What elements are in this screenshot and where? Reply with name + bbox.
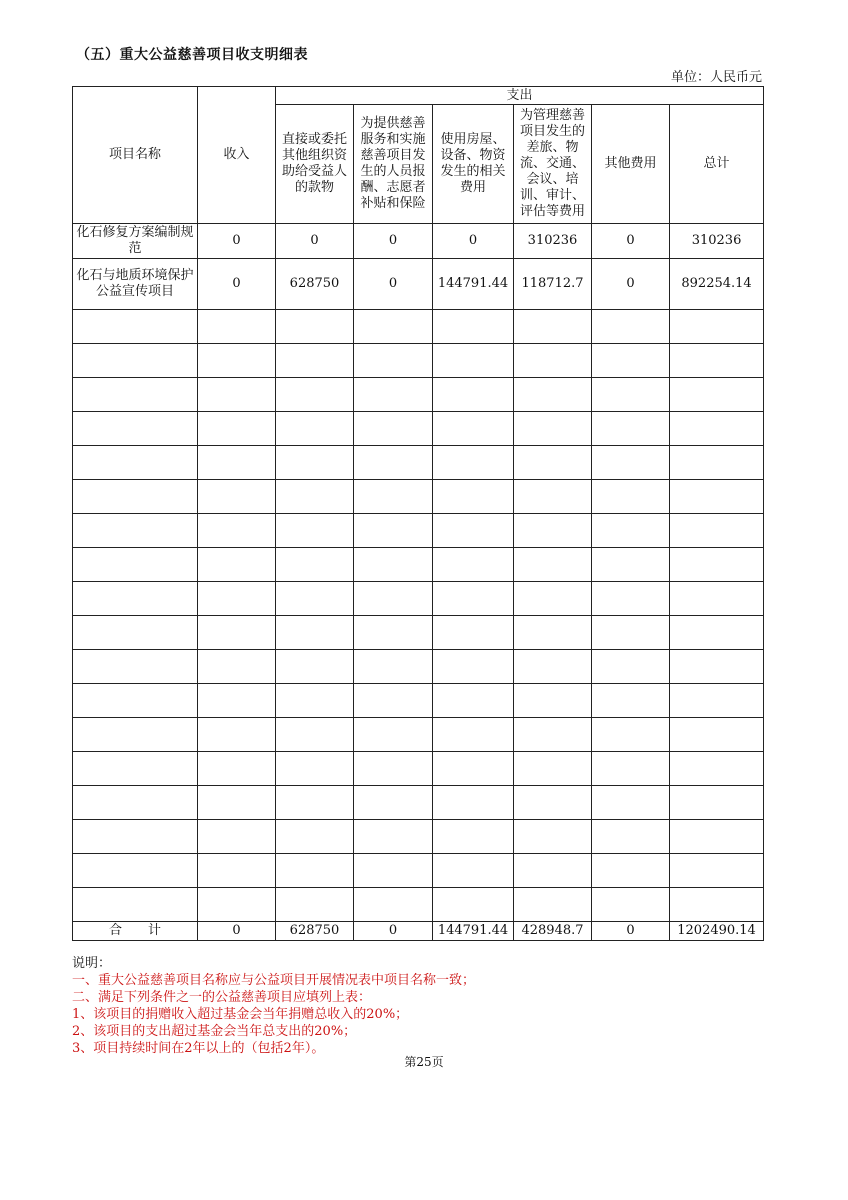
table-title: （五）重大公益慈善项目收支明细表 — [76, 47, 308, 63]
empty-cell — [354, 616, 433, 650]
empty-cell — [73, 412, 198, 446]
cell-property-costs: 144791.44 — [433, 259, 514, 310]
empty-row — [73, 684, 764, 718]
empty-cell — [433, 378, 514, 412]
empty-cell — [670, 310, 764, 344]
notes-label: 说明： — [72, 956, 112, 971]
header-service-costs: 为提供慈善服务和实施慈善项目发生的人员报酬、志愿者补贴和保险 — [354, 105, 433, 224]
empty-cell — [73, 514, 198, 548]
empty-cell — [276, 888, 354, 922]
empty-cell — [433, 616, 514, 650]
empty-cell — [514, 344, 592, 378]
empty-cell — [592, 616, 670, 650]
empty-cell — [354, 344, 433, 378]
note-line: 3、项目持续时间在2年以上的（包括2年）。 — [72, 1041, 325, 1056]
empty-cell — [670, 820, 764, 854]
empty-cell — [354, 820, 433, 854]
empty-row — [73, 310, 764, 344]
empty-cell — [198, 854, 276, 888]
empty-cell — [514, 684, 592, 718]
empty-cell — [73, 616, 198, 650]
header-management-costs: 为管理慈善项目发生的差旅、物流、交通、会议、培训、审计、评估等费用 — [514, 105, 592, 224]
empty-cell — [592, 480, 670, 514]
empty-cell — [198, 412, 276, 446]
cell-direct-aid: 0 — [276, 224, 354, 259]
header-income: 收入 — [198, 87, 276, 224]
empty-row — [73, 752, 764, 786]
empty-cell — [73, 718, 198, 752]
cell-management-costs: 310236 — [514, 224, 592, 259]
charity-project-table — [72, 86, 764, 941]
empty-cell — [670, 514, 764, 548]
empty-cell — [73, 684, 198, 718]
empty-cell — [433, 582, 514, 616]
empty-cell — [354, 378, 433, 412]
empty-cell — [276, 412, 354, 446]
empty-cell — [73, 378, 198, 412]
empty-cell — [433, 446, 514, 480]
empty-cell — [73, 820, 198, 854]
empty-cell — [514, 820, 592, 854]
empty-cell — [592, 446, 670, 480]
empty-cell — [276, 378, 354, 412]
note-line: 2、该项目的支出超过基金会当年总支出的20%； — [72, 1024, 357, 1039]
empty-cell — [198, 684, 276, 718]
cell-management-costs: 118712.7 — [514, 259, 592, 310]
empty-cell — [198, 786, 276, 820]
empty-cell — [670, 480, 764, 514]
empty-row — [73, 548, 764, 582]
empty-cell — [592, 650, 670, 684]
empty-cell — [73, 480, 198, 514]
empty-cell — [670, 650, 764, 684]
empty-cell — [670, 344, 764, 378]
header-direct-aid: 直接或委托其他组织资助给受益人的款物 — [276, 105, 354, 224]
empty-cell — [276, 820, 354, 854]
empty-cell — [592, 548, 670, 582]
empty-cell — [592, 344, 670, 378]
empty-row — [73, 344, 764, 378]
empty-cell — [670, 582, 764, 616]
total-direct-aid: 628750 — [276, 922, 354, 941]
empty-cell — [514, 480, 592, 514]
cell-income: 0 — [198, 224, 276, 259]
empty-cell — [433, 514, 514, 548]
empty-cell — [592, 718, 670, 752]
empty-cell — [73, 888, 198, 922]
empty-cell — [514, 310, 592, 344]
total-management-costs: 428948.7 — [514, 922, 592, 941]
empty-cell — [514, 616, 592, 650]
empty-cell — [198, 820, 276, 854]
empty-cell — [354, 854, 433, 888]
header-other-costs: 其他费用 — [592, 105, 670, 224]
empty-cell — [276, 548, 354, 582]
empty-cell — [73, 344, 198, 378]
empty-cell — [354, 786, 433, 820]
total-grand-total: 1202490.14 — [670, 922, 764, 941]
empty-cell — [592, 786, 670, 820]
empty-cell — [514, 718, 592, 752]
empty-cell — [354, 650, 433, 684]
cell-project-name: 化石修复方案编制规范 — [73, 224, 198, 259]
notes-section — [72, 955, 475, 1057]
empty-row — [73, 786, 764, 820]
empty-row — [73, 854, 764, 888]
empty-cell — [73, 310, 198, 344]
empty-cell — [198, 514, 276, 548]
table-row — [73, 224, 764, 259]
empty-row — [73, 820, 764, 854]
empty-cell — [354, 412, 433, 446]
total-service-costs: 0 — [354, 922, 433, 941]
header-property-costs: 使用房屋、设备、物资发生的相关费用 — [433, 105, 514, 224]
empty-cell — [433, 820, 514, 854]
empty-cell — [592, 514, 670, 548]
empty-cell — [73, 752, 198, 786]
empty-cell — [592, 888, 670, 922]
empty-cell — [592, 582, 670, 616]
empty-cell — [433, 650, 514, 684]
empty-cell — [592, 820, 670, 854]
empty-cell — [592, 854, 670, 888]
empty-cell — [276, 684, 354, 718]
note-line: 二、满足下列条件之一的公益慈善项目应填列上表： — [72, 990, 372, 1005]
empty-cell — [514, 888, 592, 922]
header-project-name: 项目名称 — [73, 87, 198, 224]
note-line: 1、该项目的捐赠收入超过基金会当年捐赠总收入的20%； — [72, 1007, 409, 1022]
empty-cell — [276, 616, 354, 650]
empty-cell — [198, 548, 276, 582]
empty-cell — [73, 446, 198, 480]
cell-other-costs: 0 — [592, 259, 670, 310]
empty-cell — [433, 786, 514, 820]
empty-cell — [433, 718, 514, 752]
cell-direct-aid: 628750 — [276, 259, 354, 310]
header-total: 总计 — [670, 105, 764, 224]
empty-cell — [514, 582, 592, 616]
empty-cell — [276, 582, 354, 616]
empty-cell — [354, 718, 433, 752]
empty-cell — [670, 718, 764, 752]
empty-cell — [198, 446, 276, 480]
empty-cell — [592, 412, 670, 446]
empty-cell — [354, 582, 433, 616]
currency-unit: 单位：人民币元 — [670, 70, 762, 85]
empty-cell — [276, 718, 354, 752]
empty-cell — [198, 582, 276, 616]
empty-cell — [354, 888, 433, 922]
cell-property-costs: 0 — [433, 224, 514, 259]
empty-row — [73, 412, 764, 446]
empty-cell — [276, 310, 354, 344]
total-property-costs: 144791.44 — [433, 922, 514, 941]
total-other-costs: 0 — [592, 922, 670, 941]
cell-service-costs: 0 — [354, 224, 433, 259]
empty-cell — [433, 888, 514, 922]
empty-cell — [670, 548, 764, 582]
empty-cell — [514, 446, 592, 480]
table-row — [73, 259, 764, 310]
empty-row — [73, 480, 764, 514]
empty-cell — [73, 854, 198, 888]
empty-cell — [670, 854, 764, 888]
empty-cell — [670, 786, 764, 820]
empty-cell — [514, 378, 592, 412]
empty-cell — [514, 752, 592, 786]
empty-cell — [276, 786, 354, 820]
empty-cell — [592, 752, 670, 786]
empty-cell — [670, 888, 764, 922]
empty-cell — [670, 378, 764, 412]
empty-cell — [354, 684, 433, 718]
empty-cell — [276, 854, 354, 888]
empty-cell — [73, 582, 198, 616]
empty-cell — [433, 854, 514, 888]
empty-cell — [433, 480, 514, 514]
empty-cell — [198, 718, 276, 752]
empty-cell — [670, 412, 764, 446]
empty-row — [73, 378, 764, 412]
empty-cell — [276, 650, 354, 684]
empty-cell — [670, 616, 764, 650]
totals-row — [73, 922, 764, 941]
empty-cell — [592, 378, 670, 412]
empty-row — [73, 514, 764, 548]
empty-cell — [433, 548, 514, 582]
cell-project-name: 化石与地质环境保护公益宣传项目 — [73, 259, 198, 310]
empty-cell — [514, 514, 592, 548]
empty-cell — [354, 480, 433, 514]
note-line: 一、重大公益慈善项目名称应与公益项目开展情况表中项目名称一致； — [72, 973, 476, 988]
empty-cell — [73, 650, 198, 684]
empty-cell — [198, 650, 276, 684]
cell-income: 0 — [198, 259, 276, 310]
empty-cell — [354, 514, 433, 548]
empty-cell — [670, 684, 764, 718]
empty-cell — [670, 752, 764, 786]
empty-row — [73, 582, 764, 616]
empty-cell — [73, 786, 198, 820]
empty-cell — [514, 650, 592, 684]
cell-total: 310236 — [670, 224, 764, 259]
empty-cell — [354, 310, 433, 344]
cell-service-costs: 0 — [354, 259, 433, 310]
empty-cell — [433, 310, 514, 344]
empty-cell — [514, 412, 592, 446]
empty-cell — [198, 616, 276, 650]
cell-other-costs: 0 — [592, 224, 670, 259]
empty-cell — [198, 888, 276, 922]
empty-cell — [354, 752, 433, 786]
empty-row — [73, 616, 764, 650]
empty-cell — [433, 684, 514, 718]
empty-cell — [514, 854, 592, 888]
empty-row — [73, 446, 764, 480]
empty-cell — [276, 514, 354, 548]
empty-cell — [354, 446, 433, 480]
empty-cell — [592, 310, 670, 344]
empty-cell — [433, 412, 514, 446]
page-number: 第25页 — [404, 1055, 444, 1069]
empty-cell — [514, 786, 592, 820]
empty-cell — [354, 548, 433, 582]
empty-cell — [198, 378, 276, 412]
empty-cell — [276, 446, 354, 480]
empty-cell — [276, 480, 354, 514]
empty-row — [73, 888, 764, 922]
empty-row — [73, 718, 764, 752]
empty-cell — [73, 548, 198, 582]
empty-cell — [276, 344, 354, 378]
cell-total: 892254.14 — [670, 259, 764, 310]
empty-cell — [433, 752, 514, 786]
empty-cell — [198, 310, 276, 344]
empty-cell — [433, 344, 514, 378]
totals-label: 合 计 — [73, 922, 198, 941]
total-income: 0 — [198, 922, 276, 941]
empty-cell — [198, 344, 276, 378]
empty-cell — [276, 752, 354, 786]
empty-cell — [198, 480, 276, 514]
empty-cell — [198, 752, 276, 786]
empty-cell — [670, 446, 764, 480]
header-expense-group: 支出 — [276, 87, 764, 105]
empty-cell — [514, 548, 592, 582]
empty-row — [73, 650, 764, 684]
empty-cell — [592, 684, 670, 718]
